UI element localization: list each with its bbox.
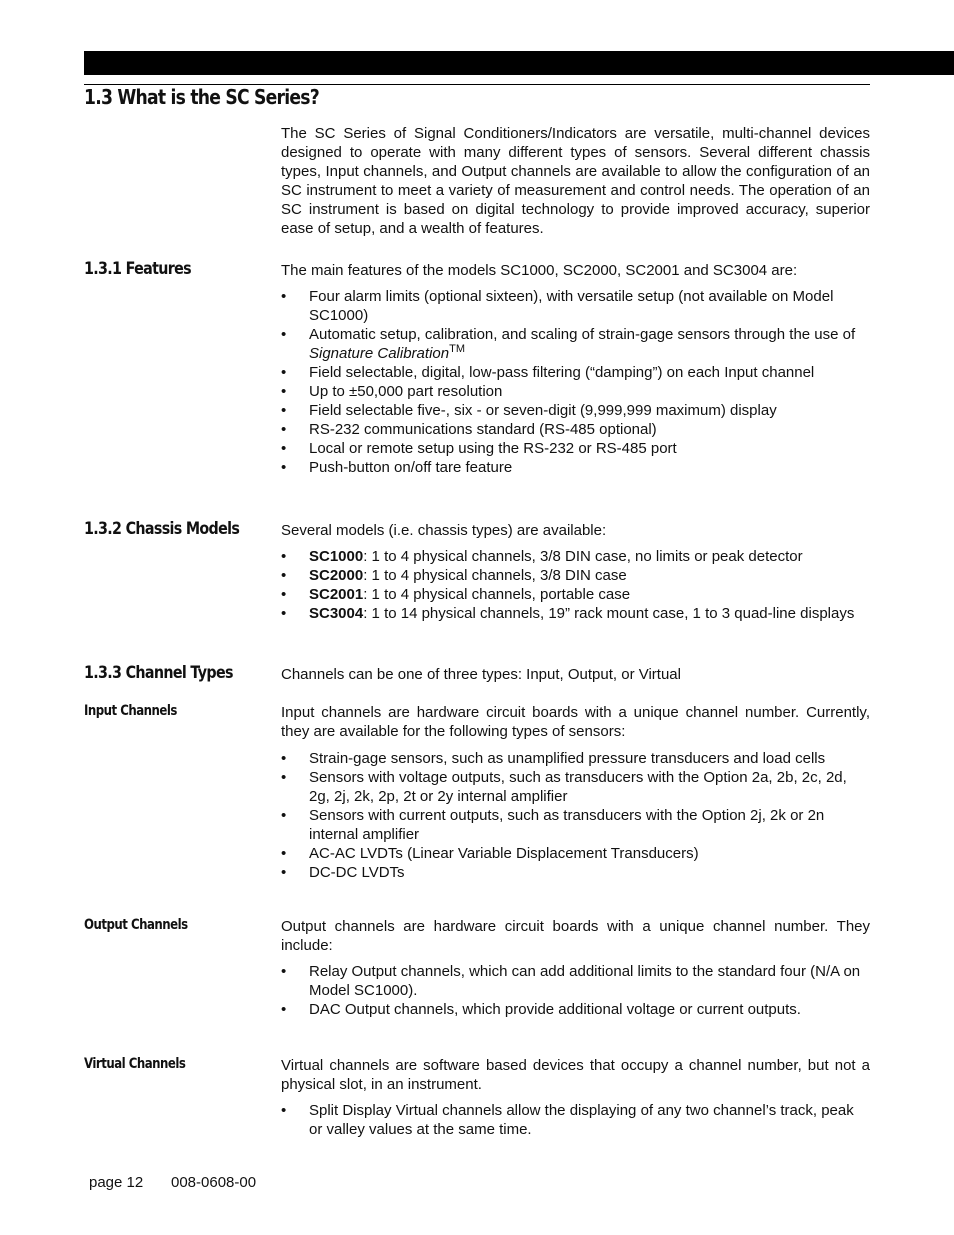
list-item: • Split Display Virtual channels allow the displaying of any two channel’s track, peak or valley values at the same time. bbox=[281, 1101, 870, 1139]
list-item: • SC3004: 1 to 14 physical channels, 19” rack mount case, 1 to 3 quad-line displays bbox=[281, 604, 870, 623]
output-channels-heading: Output Channels bbox=[84, 917, 188, 933]
trademark-mark: TM bbox=[449, 343, 465, 355]
list-item: • Up to ±50,000 part resolution bbox=[281, 382, 870, 401]
list-item: • Sensors with current outputs, such as transducers with the Option 2j, 2k or 2n internal amplifier bbox=[281, 806, 870, 844]
list-item: • SC2001: 1 to 4 physical channels, portable case bbox=[281, 585, 870, 604]
chassis-intro: Several models (i.e. chassis types) are available: bbox=[281, 522, 607, 539]
input-channels-intro: Input channels are hardware circuit boards with a unique channel number. Currently, they are available for the following types of sensors: bbox=[281, 704, 870, 740]
channel-types-intro: Channels can be one of three types: Input, Output, or Virtual bbox=[281, 666, 681, 683]
signature-calibration-term: Signature Calibration bbox=[309, 345, 450, 362]
virtual-channels-list bbox=[281, 1101, 870, 1139]
list-item: • Push-button on/off tare feature bbox=[281, 458, 870, 477]
model-name: SC1000 bbox=[309, 548, 364, 565]
input-channels-list bbox=[281, 749, 870, 882]
page-number: page 12 bbox=[89, 1174, 144, 1191]
list-item: • Sensors with voltage outputs, such as transducers with the Option 2a, 2b, 2c, 2d, 2g, 2j, 2k, 2p, 2t or 2y internal amplifier bbox=[281, 768, 870, 806]
chassis-list bbox=[281, 547, 870, 623]
output-channels-intro: Output channels are hardware circuit boards with a unique channel number. They include: bbox=[281, 918, 870, 954]
channel-types-heading: 1.3.3 Channel Types bbox=[84, 663, 233, 683]
features-list bbox=[281, 287, 870, 477]
section-heading-what-is-sc-series: 1.3 What is the SC Series? bbox=[84, 85, 319, 109]
list-item: • RS-232 communications standard (RS-485 optional) bbox=[281, 420, 870, 439]
header-bar bbox=[84, 51, 954, 75]
features-intro: The main features of the models SC1000, SC2000, SC2001 and SC3004 are: bbox=[281, 262, 798, 279]
virtual-channels-heading: Virtual Channels bbox=[84, 1056, 186, 1072]
list-item: • Four alarm limits (optional sixteen), with versatile setup (not available on Model SC1000) bbox=[281, 287, 870, 325]
list-item: • Strain-gage sensors, such as unamplified pressure transducers and load cells bbox=[281, 749, 870, 768]
list-item: • Field selectable, digital, low-pass filtering (“damping”) on each Input channel bbox=[281, 363, 870, 382]
model-name: SC3004 bbox=[309, 605, 364, 622]
model-name: SC2001 bbox=[309, 586, 364, 603]
list-item: • Automatic setup, calibration, and scaling of strain-gage sensors through the use of Signature Calibration™ bbox=[281, 325, 870, 363]
document-number: 008-0608-00 bbox=[171, 1174, 257, 1191]
chassis-models-heading: 1.3.2 Chassis Models bbox=[84, 519, 240, 539]
list-item: • Field selectable five-, six - or seven-digit (9,999,999 maximum) display bbox=[281, 401, 870, 420]
section-intro-paragraph: The SC Series of Signal Conditioners/Indicators are versatile, multi-channel devices designed to operate with many different types of sensors. Several different chassis types, Input channels, and Output channels are available to allow the configuration of an SC instrument to meet a variety of measurement and control needs. The operation of an SC instrument is based on digital technology to provide improved accuracy, superior ease of setup, and a wealth of features. bbox=[281, 125, 870, 237]
list-item: • DC-DC LVDTs bbox=[281, 863, 870, 882]
model-name: SC2000 bbox=[309, 567, 364, 584]
list-item: • Relay Output channels, which can add additional limits to the standard four (N/A on Model SC1000). bbox=[281, 962, 870, 1000]
list-item: • AC-AC LVDTs (Linear Variable Displacement Transducers) bbox=[281, 844, 870, 863]
list-item: • DAC Output channels, which provide additional voltage or current outputs. bbox=[281, 1000, 870, 1019]
list-item: • SC2000: 1 to 4 physical channels, 3/8 DIN case bbox=[281, 566, 870, 585]
virtual-channels-intro: Virtual channels are software based devices that occupy a channel number, but not a physical slot, in an instrument. bbox=[281, 1057, 870, 1093]
list-item: • Local or remote setup using the RS-232 or RS-485 port bbox=[281, 439, 870, 458]
list-item: • SC1000: 1 to 4 physical channels, 3/8 DIN case, no limits or peak detector bbox=[281, 547, 870, 566]
features-heading: 1.3.1 Features bbox=[84, 259, 191, 279]
input-channels-heading: Input Channels bbox=[84, 703, 177, 719]
output-channels-list bbox=[281, 962, 870, 1019]
